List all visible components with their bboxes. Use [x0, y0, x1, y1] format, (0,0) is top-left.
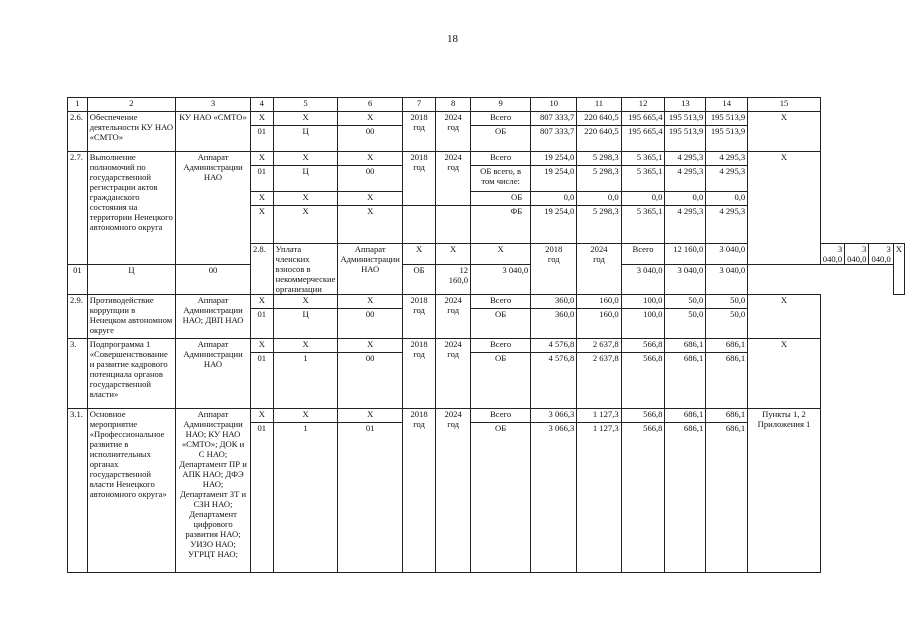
note-cell: Х — [748, 112, 821, 152]
amount-cell: 686,1 — [706, 409, 748, 423]
amount-cell: 50,0 — [665, 295, 706, 309]
code-cell: Х — [436, 244, 471, 265]
row-number: 2.8. — [250, 244, 273, 295]
code-cell: 00 — [338, 126, 402, 152]
header-cell: 13 — [665, 98, 706, 112]
code-cell: Х — [250, 295, 273, 309]
table-row — [68, 112, 905, 126]
code-cell: Х — [338, 409, 402, 423]
amount-cell: 3 040,0 — [471, 265, 531, 295]
amount-cell: 686,1 — [706, 353, 748, 409]
table-row — [68, 339, 905, 353]
amount-cell: 0,0 — [621, 192, 665, 206]
amount-cell: 3 040,0 — [621, 265, 665, 295]
funding-source: ОБ — [471, 309, 531, 339]
executor: Аппарат Администрации НАО — [338, 244, 402, 295]
end-year: 2024 год — [436, 339, 471, 409]
row-number: 2.6. — [68, 112, 88, 152]
amount-cell: 686,1 — [706, 339, 748, 353]
amount-cell: 50,0 — [665, 309, 706, 339]
header-cell: 15 — [748, 98, 821, 112]
note-cell: Х — [748, 152, 821, 265]
measure-name: Основное мероприятие «Профессиональное развитие в исполнительных органах государственной власти Ненецкого автономного округа» — [87, 409, 175, 573]
amount-cell: 3 040,0 — [706, 265, 748, 295]
code-cell: 1 — [273, 423, 338, 573]
end-year: 2024 год — [577, 244, 621, 295]
header-cell: 8 — [436, 98, 471, 112]
header-cell: 14 — [706, 98, 748, 112]
code-cell: 00 — [338, 353, 402, 409]
amount-cell: 4 295,3 — [665, 206, 706, 244]
note-cell: Х — [748, 339, 821, 409]
funding-source: ФБ — [471, 206, 531, 244]
code-cell: Х — [273, 409, 338, 423]
header-cell: 4 — [250, 98, 273, 112]
code-cell: Х — [338, 152, 402, 166]
amount-cell: 807 333,7 — [531, 112, 577, 126]
header-cell: 5 — [273, 98, 338, 112]
end-year: 2024 год — [436, 409, 471, 573]
amount-cell: 160,0 — [577, 309, 621, 339]
start-year: 2018 год — [402, 339, 435, 409]
amount-cell: 3 040,0 — [869, 244, 893, 265]
executor: Аппарат Администрации НАО — [176, 339, 251, 409]
executor: Аппарат Администрации НАО — [176, 152, 251, 265]
amount-cell: 4 295,3 — [706, 206, 748, 244]
table-row — [68, 295, 905, 309]
amount-cell: 0,0 — [531, 192, 577, 206]
amount-cell: 566,8 — [621, 423, 665, 573]
amount-cell: 3 040,0 — [820, 244, 844, 265]
code-cell: 01 — [250, 166, 273, 192]
code-cell: 01 — [250, 309, 273, 339]
amount-cell: 1 127,3 — [577, 409, 621, 423]
measure-name: Подпрограмма 1 «Совершенствование и развитие кадрового потенциала органов государственной власти» — [87, 339, 175, 409]
amount-cell: 195 513,9 — [665, 112, 706, 126]
amount-cell: 360,0 — [531, 309, 577, 339]
funding-source: ОБ — [471, 353, 531, 409]
funding-source: Всего — [621, 244, 665, 265]
amount-cell: 4 576,8 — [531, 353, 577, 409]
start-year: 2018 год — [402, 295, 435, 339]
table-row — [68, 265, 905, 295]
code-cell: 00 — [176, 265, 251, 295]
empty-cell — [402, 206, 435, 244]
code-cell: Х — [273, 206, 338, 244]
code-cell: 01 — [250, 353, 273, 409]
empty-cell — [436, 206, 471, 244]
code-cell: Х — [250, 152, 273, 166]
note-cell: Пункты 1, 2 Приложения 1 — [748, 409, 821, 573]
measure-name: Обеспечение деятельности КУ НАО «СМТО» — [87, 112, 175, 152]
amount-cell: 160,0 — [577, 295, 621, 309]
code-cell: Х — [273, 339, 338, 353]
header-cell: 6 — [338, 98, 402, 112]
funding-source: ОБ — [471, 126, 531, 152]
measure-name: Уплата членских взносов в некоммерческие организации — [273, 244, 338, 295]
code-cell: 01 — [338, 423, 402, 573]
amount-cell: 100,0 — [621, 295, 665, 309]
header-cell: 11 — [577, 98, 621, 112]
code-cell: Ц — [273, 166, 338, 192]
amount-cell: 100,0 — [621, 309, 665, 339]
amount-cell: 686,1 — [665, 409, 706, 423]
funding-source: Всего — [471, 295, 531, 309]
measure-name: Выполнение полномочий по государственной регистрации актов гражданского состояния на территории Ненецкого автономного округа — [87, 152, 175, 265]
amount-cell: 0,0 — [577, 192, 621, 206]
amount-cell: 50,0 — [706, 309, 748, 339]
code-cell: Х — [338, 206, 402, 244]
amount-cell: 50,0 — [706, 295, 748, 309]
funding-source: Всего — [471, 409, 531, 423]
code-cell: Х — [338, 192, 402, 206]
code-cell: Ц — [273, 309, 338, 339]
amount-cell: 3 066,3 — [531, 409, 577, 423]
amount-cell: 4 295,3 — [665, 152, 706, 166]
code-cell: Х — [273, 112, 338, 126]
code-cell: 00 — [338, 309, 402, 339]
amount-cell: 4 576,8 — [531, 339, 577, 353]
start-year: 2018 год — [402, 112, 435, 152]
amount-cell: 19 254,0 — [531, 152, 577, 166]
funding-source: Всего — [471, 339, 531, 353]
amount-cell: 19 254,0 — [531, 166, 577, 192]
code-cell: Х — [273, 152, 338, 166]
funding-source: Всего — [471, 152, 531, 166]
amount-cell: 360,0 — [531, 295, 577, 309]
executor: Аппарат Администрации НАО; КУ НАО «СМТО»; ДОК и С НАО; Департамент ПР и АПК НАО; ДФЭ НАО; Департамент ЗТ и СЗН НАО; Департамент цифрового развития НАО; УИЗО НАО; УГРЦТ НАО; — [176, 409, 251, 573]
start-year: 2018 год — [531, 244, 577, 295]
amount-cell: 5 298,3 — [577, 152, 621, 166]
amount-cell: 0,0 — [706, 192, 748, 206]
amount-cell: 19 254,0 — [531, 206, 577, 244]
code-cell: Х — [338, 112, 402, 126]
funding-source: ОБ — [471, 423, 531, 573]
amount-cell: 195 665,4 — [621, 112, 665, 126]
code-cell: 01 — [250, 423, 273, 573]
end-year: 2024 год — [436, 112, 471, 152]
header-cell: 1 — [68, 98, 88, 112]
funding-source: ОБ всего, в том числе: — [471, 166, 531, 192]
code-cell: 1 — [273, 353, 338, 409]
code-cell: Х — [250, 339, 273, 353]
table-row — [68, 152, 905, 166]
amount-cell: 686,1 — [665, 423, 706, 573]
header-row — [68, 98, 905, 112]
funding-source: ОБ — [471, 192, 531, 206]
amount-cell: 4 295,3 — [665, 166, 706, 192]
code-cell: Х — [250, 206, 273, 244]
amount-cell: 686,1 — [665, 353, 706, 409]
code-cell: 01 — [68, 265, 88, 295]
amount-cell: 566,8 — [621, 339, 665, 353]
end-year: 2024 год — [436, 152, 471, 206]
header-cell: 10 — [531, 98, 577, 112]
page-number: 18 — [447, 33, 458, 45]
amount-cell: 195 513,9 — [665, 126, 706, 152]
code-cell: Ц — [273, 126, 338, 152]
header-cell: 9 — [471, 98, 531, 112]
end-year: 2024 год — [436, 295, 471, 339]
table-row — [68, 409, 905, 423]
start-year: 2018 год — [402, 152, 435, 206]
amount-cell: 2 637,8 — [577, 339, 621, 353]
amount-cell: 5 365,1 — [621, 152, 665, 166]
code-cell: Х — [250, 409, 273, 423]
amount-cell: 566,8 — [621, 409, 665, 423]
code-cell: Х — [338, 295, 402, 309]
row-number: 3. — [68, 339, 88, 409]
code-cell: Х — [273, 295, 338, 309]
executor: Аппарат Администрации НАО; ДВП НАО — [176, 295, 251, 339]
amount-cell: 5 365,1 — [621, 206, 665, 244]
amount-cell: 1 127,3 — [577, 423, 621, 573]
note-cell: Х — [748, 295, 821, 339]
code-cell: Х — [250, 192, 273, 206]
amount-cell: 195 513,9 — [706, 112, 748, 126]
row-number: 3.1. — [68, 409, 88, 573]
amount-cell: 5 298,3 — [577, 166, 621, 192]
measure-name: Противодействие коррупции в Ненецком автономном округе — [87, 295, 175, 339]
code-cell: Ц — [87, 265, 175, 295]
funding-source: ОБ — [402, 265, 435, 295]
header-cell: 3 — [176, 98, 251, 112]
executor: КУ НАО «СМТО» — [176, 112, 251, 152]
amount-cell: 2 637,8 — [577, 353, 621, 409]
amount-cell: 4 295,3 — [706, 152, 748, 166]
amount-cell: 4 295,3 — [706, 166, 748, 192]
amount-cell: 807 333,7 — [531, 126, 577, 152]
amount-cell: 3 040,0 — [706, 244, 748, 265]
code-cell: Х — [273, 192, 338, 206]
amount-cell: 5 298,3 — [577, 206, 621, 244]
amount-cell: 686,1 — [706, 423, 748, 573]
amount-cell: 220 640,5 — [577, 112, 621, 126]
code-cell: Х — [338, 339, 402, 353]
code-cell: Х — [250, 112, 273, 126]
code-cell: 01 — [250, 126, 273, 152]
amount-cell: 195 665,4 — [621, 126, 665, 152]
note-cell: Х — [893, 244, 904, 295]
amount-cell: 3 040,0 — [845, 244, 869, 265]
amount-cell: 12 160,0 — [665, 244, 706, 265]
budget-table — [67, 97, 905, 573]
start-year: 2018 год — [402, 409, 435, 573]
amount-cell: 686,1 — [665, 339, 706, 353]
amount-cell: 3 040,0 — [665, 265, 706, 295]
funding-source: Всего — [471, 112, 531, 126]
amount-cell: 195 513,9 — [706, 126, 748, 152]
row-number: 2.9. — [68, 295, 88, 339]
header-cell: 2 — [87, 98, 175, 112]
amount-cell: 12 160,0 — [436, 265, 471, 295]
amount-cell: 5 365,1 — [621, 166, 665, 192]
row-number: 2.7. — [68, 152, 88, 265]
code-cell: Х — [402, 244, 435, 265]
header-cell: 7 — [402, 98, 435, 112]
amount-cell: 566,8 — [621, 353, 665, 409]
code-cell: Х — [471, 244, 531, 265]
amount-cell: 220 640,5 — [577, 126, 621, 152]
amount-cell: 3 066,3 — [531, 423, 577, 573]
header-cell: 12 — [621, 98, 665, 112]
amount-cell: 0,0 — [665, 192, 706, 206]
code-cell: 00 — [338, 166, 402, 192]
